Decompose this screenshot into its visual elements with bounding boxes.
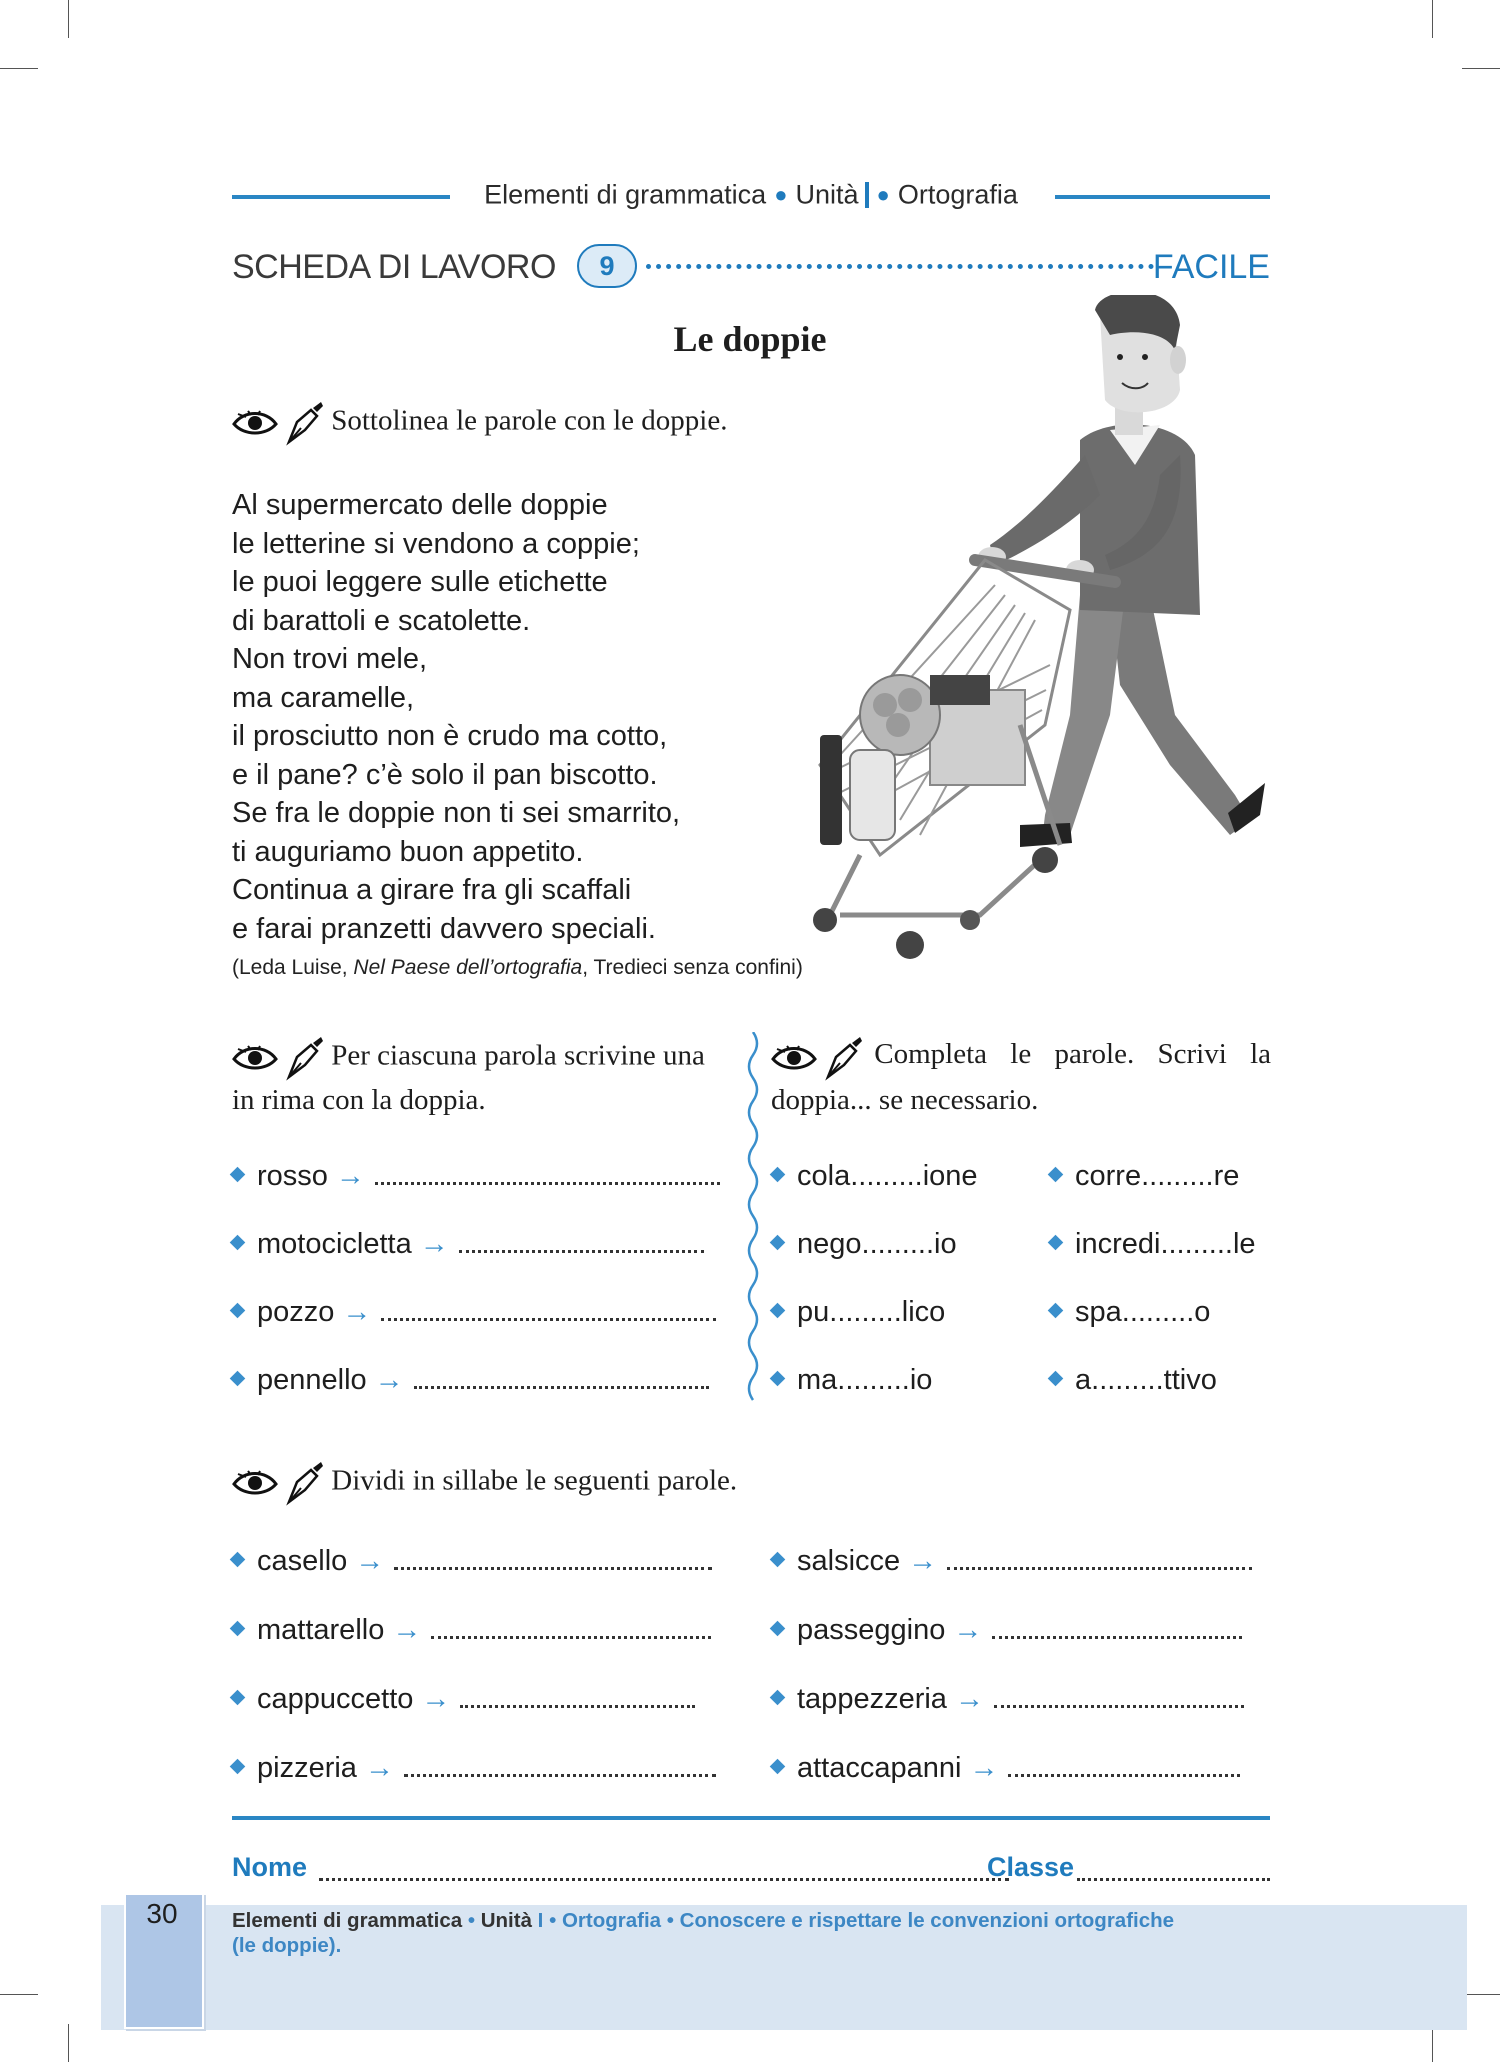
name-field[interactable] — [319, 1860, 1009, 1881]
complete-word-item — [1050, 1228, 1256, 1261]
instruction-complete-words — [771, 1035, 1271, 1119]
running-header — [232, 178, 1270, 214]
syllable-exercise-item — [772, 1683, 1244, 1716]
pen-nib-icon — [283, 1035, 325, 1081]
arrow-right-icon: → — [342, 1296, 372, 1328]
poem-line: di barattoli e scatolette. — [232, 604, 531, 637]
page-number: 30 — [146, 1898, 178, 1929]
arrow-right-icon: → — [374, 1364, 404, 1396]
syllable-exercise-item — [772, 1752, 1240, 1785]
worksheet-title-bar — [232, 244, 1270, 294]
separator-dot: • — [661, 1909, 680, 1932]
diamond-bullet-icon — [770, 1621, 786, 1637]
separator-dot: • — [543, 1909, 562, 1932]
blank-gap[interactable]: ......... — [1141, 1160, 1214, 1192]
separator-dot: • — [462, 1909, 481, 1932]
complete-word-item — [1050, 1364, 1217, 1397]
diamond-bullet-icon — [1048, 1303, 1064, 1319]
diamond-bullet-icon — [230, 1235, 246, 1251]
crop-mark — [1432, 0, 1433, 38]
diamond-bullet-icon — [230, 1759, 246, 1775]
complete-word-item — [772, 1296, 945, 1329]
blank-gap[interactable]: ......... — [1160, 1228, 1233, 1260]
pen-nib-icon — [822, 1035, 864, 1081]
instruction-icons — [232, 400, 325, 446]
exercise-word: casello — [257, 1545, 348, 1577]
footer-unit: Unità — [480, 1909, 532, 1932]
exercise-word: mattarello — [257, 1614, 385, 1646]
word-end: ttivo — [1163, 1364, 1217, 1396]
poem — [232, 486, 680, 948]
word-start: a — [1075, 1364, 1092, 1396]
arrow-right-icon: → — [421, 1683, 451, 1715]
blank-gap[interactable]: ......... — [850, 1160, 923, 1192]
arrow-right-icon: → — [392, 1614, 422, 1646]
poem-line: il prosciutto non è crudo ma cotto, — [232, 720, 668, 752]
instruction-icons — [771, 1035, 864, 1081]
arrow-right-icon: → — [969, 1752, 999, 1784]
arrow-right-icon: → — [355, 1545, 385, 1577]
answer-line[interactable] — [994, 1687, 1244, 1708]
instruction-underline — [232, 400, 727, 446]
instruction-syllables — [232, 1460, 737, 1506]
answer-line[interactable] — [992, 1618, 1242, 1639]
header-unit: Unità — [795, 179, 859, 210]
exercise-word: passeggino — [797, 1614, 946, 1646]
complete-word-item — [772, 1364, 932, 1397]
diamond-bullet-icon — [770, 1235, 786, 1251]
arrow-right-icon: → — [364, 1752, 394, 1784]
instruction-rhyme — [232, 1035, 732, 1119]
eye-icon — [771, 1043, 817, 1073]
diamond-bullet-icon — [770, 1690, 786, 1706]
footer-objective: Conoscere e rispettare le convenzioni ortografiche — [679, 1909, 1175, 1932]
poem-line: ti auguriamo buon appetito. — [232, 835, 584, 868]
poem-line: Non trovi mele, — [232, 643, 428, 675]
instruction-text: Dividi in sillabe le seguenti parole. — [331, 1464, 738, 1497]
poem-line: Se fra le doppie non ti sei smarrito, — [232, 797, 681, 829]
complete-word-item — [1050, 1160, 1239, 1193]
name-label: Nome — [232, 1852, 308, 1882]
poem-line: le puoi leggere sulle etichette — [232, 566, 608, 598]
rhyme-exercise-item — [232, 1296, 716, 1329]
syllable-exercise-item — [232, 1545, 712, 1578]
word-end: re — [1213, 1160, 1240, 1192]
bottom-rule — [232, 1816, 1270, 1820]
footer-description — [232, 1908, 1282, 1958]
arrow-right-icon: → — [335, 1160, 365, 1192]
separator-dot: ● — [774, 181, 788, 207]
rhyme-exercise-item — [232, 1160, 720, 1193]
exercise-word: pozzo — [257, 1296, 335, 1328]
arrow-right-icon: → — [419, 1228, 449, 1260]
syllable-exercise-item — [232, 1683, 695, 1716]
poem-line: ma caramelle, — [232, 681, 415, 714]
credit-author: (Leda Luise, — [232, 956, 354, 979]
answer-line[interactable] — [431, 1618, 711, 1639]
word-start: corre — [1075, 1160, 1142, 1192]
answer-line[interactable] — [381, 1300, 716, 1321]
diamond-bullet-icon — [770, 1759, 786, 1775]
header-subject: Elementi di grammatica — [484, 179, 767, 210]
eye-icon — [232, 408, 278, 438]
diamond-bullet-icon — [770, 1371, 786, 1387]
complete-word-item — [772, 1160, 978, 1193]
word-end: le — [1232, 1228, 1256, 1260]
pen-nib-icon — [283, 400, 325, 446]
pen-nib-icon — [283, 1460, 325, 1506]
instruction-text: Completa le parole. Scrivi la — [874, 1038, 1271, 1070]
word-start: nego — [797, 1228, 862, 1260]
poem-line: Al supermercato delle doppie — [232, 489, 608, 521]
diamond-bullet-icon — [770, 1552, 786, 1568]
poem-line: e farai pranzetti davvero speciali. — [232, 912, 656, 945]
word-start: incredi — [1075, 1228, 1161, 1260]
instruction-icons — [232, 1460, 325, 1506]
blank-gap[interactable]: ......... — [837, 1364, 910, 1396]
exercise-word: cappuccetto — [257, 1683, 414, 1715]
class-label: Classe — [987, 1852, 1075, 1882]
answer-line[interactable] — [414, 1368, 709, 1389]
eye-icon — [232, 1468, 278, 1498]
word-end: o — [1194, 1296, 1211, 1328]
header-topic: Ortografia — [897, 179, 1018, 210]
diamond-bullet-icon — [1048, 1235, 1064, 1251]
diamond-bullet-icon — [770, 1303, 786, 1319]
poem-credit — [232, 956, 803, 980]
crop-mark — [1462, 1994, 1500, 1995]
blank-gap[interactable]: ......... — [829, 1296, 902, 1328]
diamond-bullet-icon — [230, 1303, 246, 1319]
arrow-right-icon: → — [954, 1683, 984, 1715]
diamond-bullet-icon — [230, 1690, 246, 1706]
diamond-bullet-icon — [230, 1371, 246, 1387]
instruction-text: Sottolinea le parole con le doppie. — [331, 404, 728, 437]
diamond-bullet-icon — [230, 1167, 246, 1183]
exercise-word: salsicce — [797, 1545, 901, 1577]
separator-dot: ● — [876, 181, 890, 207]
exercise-word: pennello — [257, 1364, 367, 1396]
word-start: spa — [1075, 1296, 1122, 1328]
answer-line[interactable] — [1008, 1756, 1240, 1777]
exercise-word: tappezzeria — [797, 1683, 947, 1715]
answer-line[interactable] — [394, 1549, 712, 1570]
student-info-form — [232, 1852, 1270, 1888]
syllable-exercise-item — [772, 1545, 1252, 1578]
answer-line[interactable] — [947, 1549, 1252, 1570]
complete-word-item — [772, 1228, 957, 1261]
instruction-text: Per ciascuna parola scrivine una — [331, 1039, 705, 1072]
blank-gap[interactable]: ......... — [861, 1228, 935, 1260]
footer-objective-end: (le doppie). — [232, 1934, 342, 1957]
footer-topic: Ortografia — [561, 1909, 662, 1932]
exercise-word: rosso — [257, 1160, 328, 1192]
diamond-bullet-icon — [1048, 1371, 1064, 1387]
dotted-leader — [646, 264, 1154, 269]
wavy-divider — [743, 1032, 763, 1402]
crop-mark — [1462, 68, 1500, 69]
word-end: io — [909, 1364, 933, 1396]
word-end: io — [934, 1228, 957, 1260]
page-title: Le doppie — [673, 319, 827, 359]
exercise-word: motocicletta — [257, 1228, 412, 1260]
complete-word-item — [1050, 1296, 1210, 1329]
syllable-exercise-item — [232, 1614, 711, 1647]
crop-mark — [0, 1994, 38, 1995]
poem-line: le letterine si vendono a coppie; — [232, 527, 640, 560]
syllable-exercise-item — [232, 1752, 716, 1785]
word-start: ma — [797, 1364, 838, 1396]
diamond-bullet-icon — [770, 1167, 786, 1183]
worksheet-number-badge: 9 — [577, 244, 637, 288]
exercise-word: attaccapanni — [797, 1752, 962, 1784]
rhyme-exercise-item — [232, 1228, 704, 1261]
answer-line[interactable] — [460, 1687, 695, 1708]
syllable-exercise-item — [772, 1614, 1242, 1647]
rhyme-exercise-item — [232, 1364, 709, 1397]
instruction-text: in rima con la doppia. — [232, 1084, 486, 1116]
answer-line[interactable] — [375, 1164, 720, 1185]
footer-subject: Elementi di grammatica — [232, 1909, 463, 1932]
unit-marker — [865, 182, 869, 208]
crop-mark — [0, 68, 38, 69]
diamond-bullet-icon — [230, 1552, 246, 1568]
difficulty-level: FACILE — [1152, 248, 1270, 286]
shopping-cart-illustration — [780, 295, 1280, 970]
credit-book-title: Nel Paese dell’ortografia — [353, 956, 583, 979]
instruction-text: doppia... se necessario. — [771, 1084, 1039, 1116]
crop-mark — [68, 0, 69, 38]
diamond-bullet-icon — [230, 1621, 246, 1637]
unit-marker: I — [531, 1909, 544, 1932]
poem-line: Continua a girare fra gli scaffali — [232, 874, 632, 906]
credit-publisher: , Tredieci senza confini) — [582, 956, 803, 979]
eye-icon — [232, 1043, 278, 1073]
class-field[interactable] — [1077, 1860, 1270, 1881]
exercise-word: pizzeria — [257, 1752, 357, 1784]
word-end: lico — [901, 1296, 946, 1328]
crop-mark — [68, 2024, 69, 2062]
arrow-right-icon: → — [908, 1545, 938, 1577]
worksheet-label: SCHEDA DI LAVORO — [232, 248, 556, 286]
answer-line[interactable] — [404, 1756, 716, 1777]
word-start: cola — [797, 1160, 851, 1192]
word-start: pu — [797, 1296, 830, 1328]
poem-line: e il pane? c’è solo il pan biscotto. — [232, 758, 658, 791]
arrow-right-icon: → — [953, 1614, 983, 1646]
instruction-icons — [232, 1035, 325, 1081]
word-end: ione — [922, 1160, 978, 1192]
blank-gap[interactable]: ......... — [1091, 1364, 1164, 1396]
blank-gap[interactable]: ......... — [1121, 1296, 1195, 1328]
diamond-bullet-icon — [1048, 1167, 1064, 1183]
answer-line[interactable] — [459, 1232, 704, 1253]
